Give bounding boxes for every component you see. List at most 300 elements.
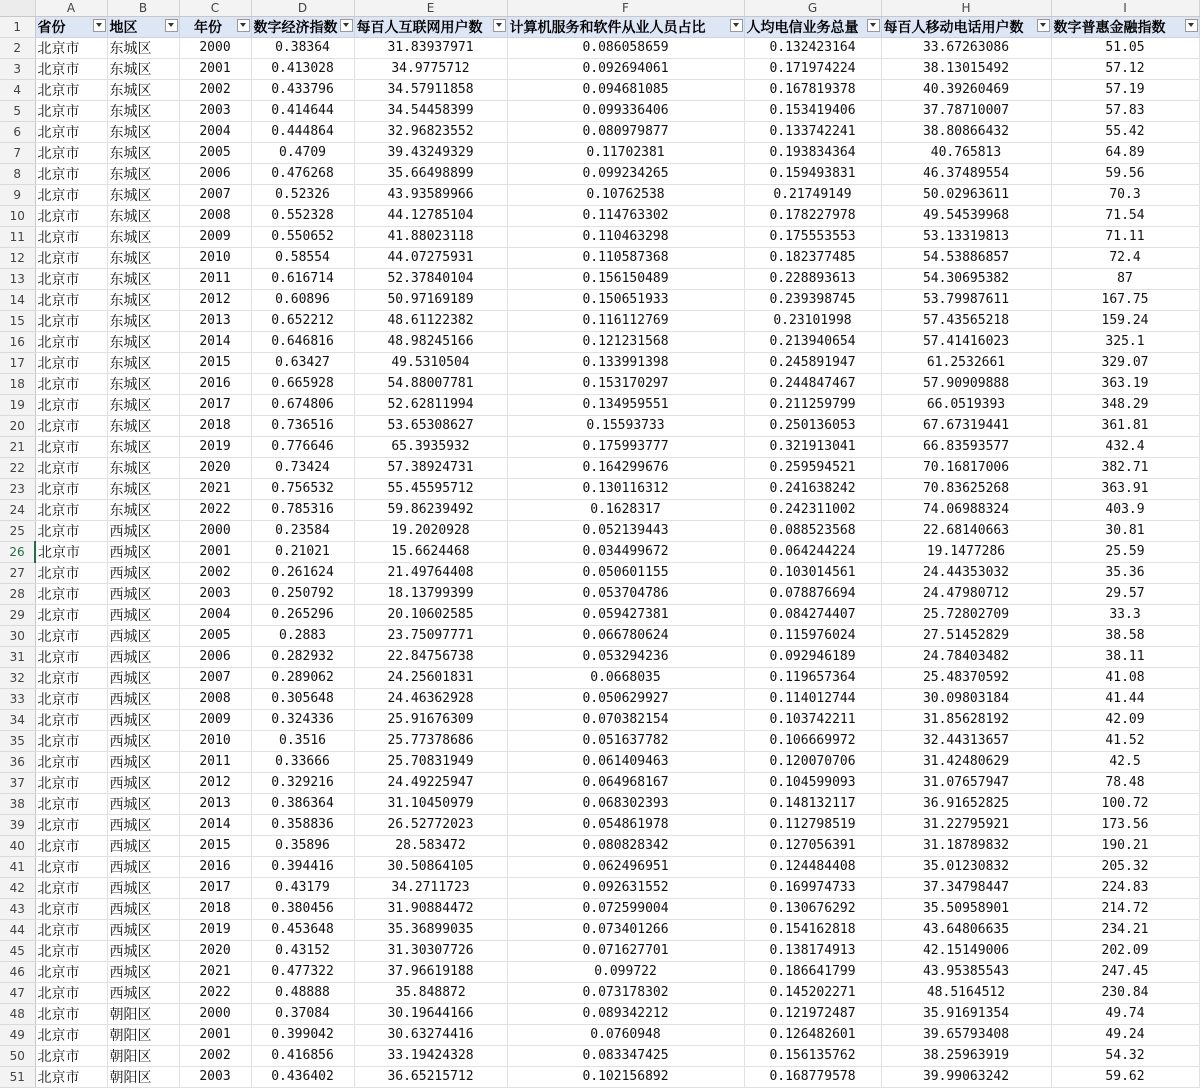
cell[interactable]: 0.182377485 <box>744 247 881 268</box>
cell[interactable]: 东城区 <box>107 163 179 184</box>
cell[interactable]: 38.80866432 <box>881 121 1051 142</box>
cell[interactable]: 东城区 <box>107 478 179 499</box>
cell[interactable]: 44.07275931 <box>354 247 507 268</box>
cell[interactable]: 0.399042 <box>251 1024 354 1045</box>
cell[interactable]: 24.49225947 <box>354 772 507 793</box>
cell[interactable]: 59.86239492 <box>354 499 507 520</box>
cell[interactable]: 西城区 <box>107 919 179 940</box>
cell[interactable]: 北京市 <box>35 961 107 982</box>
cell[interactable]: 2016 <box>179 856 251 877</box>
cell[interactable]: 2017 <box>179 877 251 898</box>
cell[interactable]: 0.433796 <box>251 79 354 100</box>
cell[interactable]: 0.453648 <box>251 919 354 940</box>
cell[interactable]: 北京市 <box>35 856 107 877</box>
cell[interactable]: 0.289062 <box>251 667 354 688</box>
cell[interactable]: 0.48888 <box>251 982 354 1003</box>
column-header[interactable]: A <box>35 0 107 16</box>
cell[interactable]: 0.171974224 <box>744 58 881 79</box>
cell[interactable]: 31.83937971 <box>354 37 507 58</box>
cell[interactable]: 北京市 <box>35 331 107 352</box>
cell[interactable]: 北京市 <box>35 772 107 793</box>
cell[interactable]: 0.034499672 <box>507 541 744 562</box>
cell[interactable]: 49.54539968 <box>881 205 1051 226</box>
cell[interactable]: 西城区 <box>107 898 179 919</box>
cell[interactable]: 东城区 <box>107 247 179 268</box>
cell[interactable]: 0.064968167 <box>507 772 744 793</box>
cell[interactable]: 2000 <box>179 1003 251 1024</box>
cell[interactable]: 70.83625268 <box>881 478 1051 499</box>
row-number[interactable]: 10 <box>0 205 35 226</box>
cell[interactable]: 2022 <box>179 499 251 520</box>
cell[interactable]: 361.81 <box>1051 415 1199 436</box>
cell[interactable]: 北京市 <box>35 415 107 436</box>
cell[interactable]: 0.169974733 <box>744 877 881 898</box>
cell[interactable]: 0.60896 <box>251 289 354 310</box>
cell[interactable]: 55.45595712 <box>354 478 507 499</box>
cell[interactable]: 0.386364 <box>251 793 354 814</box>
cell[interactable]: 31.42480629 <box>881 751 1051 772</box>
cell[interactable]: 西城区 <box>107 562 179 583</box>
cell[interactable]: 北京市 <box>35 394 107 415</box>
cell[interactable]: 北京市 <box>35 625 107 646</box>
cell[interactable]: 31.07657947 <box>881 772 1051 793</box>
cell[interactable]: 北京市 <box>35 310 107 331</box>
cell[interactable]: 0.050601155 <box>507 562 744 583</box>
filter-dropdown-icon[interactable] <box>1037 19 1050 32</box>
header-cell[interactable] <box>107 16 179 37</box>
cell[interactable]: 2001 <box>179 58 251 79</box>
cell[interactable]: 0.646816 <box>251 331 354 352</box>
cell[interactable]: 53.79987611 <box>881 289 1051 310</box>
header-cell[interactable] <box>251 16 354 37</box>
cell[interactable]: 31.10450979 <box>354 793 507 814</box>
cell[interactable]: 202.09 <box>1051 940 1199 961</box>
cell[interactable]: 20.10602585 <box>354 604 507 625</box>
cell[interactable]: 0.062496951 <box>507 856 744 877</box>
cell[interactable]: 363.19 <box>1051 373 1199 394</box>
row-number[interactable]: 51 <box>0 1066 35 1087</box>
cell[interactable]: 0.115976024 <box>744 625 881 646</box>
cell[interactable]: 2009 <box>179 226 251 247</box>
cell[interactable]: 325.1 <box>1051 331 1199 352</box>
cell[interactable]: 2003 <box>179 1066 251 1087</box>
row-number[interactable]: 29 <box>0 604 35 625</box>
cell[interactable]: 0.43179 <box>251 877 354 898</box>
cell[interactable]: 2021 <box>179 478 251 499</box>
cell[interactable]: 0.2883 <box>251 625 354 646</box>
row-number[interactable]: 3 <box>0 58 35 79</box>
cell[interactable]: 167.75 <box>1051 289 1199 310</box>
cell[interactable]: 0.053704786 <box>507 583 744 604</box>
cell[interactable]: 2005 <box>179 625 251 646</box>
cell[interactable]: 2018 <box>179 898 251 919</box>
cell[interactable]: 0.148132117 <box>744 793 881 814</box>
cell[interactable]: 北京市 <box>35 268 107 289</box>
cell[interactable]: 西城区 <box>107 604 179 625</box>
cell[interactable]: 0.059427381 <box>507 604 744 625</box>
cell[interactable]: 2013 <box>179 310 251 331</box>
cell[interactable]: 0.145202271 <box>744 982 881 1003</box>
cell[interactable]: 朝阳区 <box>107 1024 179 1045</box>
filter-dropdown-icon[interactable] <box>730 19 743 32</box>
cell[interactable]: 57.19 <box>1051 79 1199 100</box>
cell[interactable]: 35.91691354 <box>881 1003 1051 1024</box>
cell[interactable]: 37.78710007 <box>881 100 1051 121</box>
cell[interactable]: 0.616714 <box>251 268 354 289</box>
cell[interactable]: 2015 <box>179 352 251 373</box>
cell[interactable]: 0.4709 <box>251 142 354 163</box>
cell[interactable]: 北京市 <box>35 100 107 121</box>
cell[interactable]: 21.49764408 <box>354 562 507 583</box>
cell[interactable]: 214.72 <box>1051 898 1199 919</box>
cell[interactable]: 36.91652825 <box>881 793 1051 814</box>
filter-dropdown-icon[interactable] <box>1185 19 1198 32</box>
cell[interactable]: 57.83 <box>1051 100 1199 121</box>
cell[interactable]: 0.116112769 <box>507 310 744 331</box>
cell[interactable]: 2022 <box>179 982 251 1003</box>
cell[interactable]: 北京市 <box>35 877 107 898</box>
cell[interactable]: 0.35896 <box>251 835 354 856</box>
cell[interactable]: 西城区 <box>107 709 179 730</box>
cell[interactable]: 0.58554 <box>251 247 354 268</box>
cell[interactable]: 61.2532661 <box>881 352 1051 373</box>
cell[interactable]: 北京市 <box>35 478 107 499</box>
cell[interactable]: 西城区 <box>107 541 179 562</box>
cell[interactable]: 北京市 <box>35 667 107 688</box>
cell[interactable]: 0.23584 <box>251 520 354 541</box>
cell[interactable]: 38.11 <box>1051 646 1199 667</box>
cell[interactable]: 40.765813 <box>881 142 1051 163</box>
cell[interactable]: 东城区 <box>107 205 179 226</box>
cell[interactable]: 247.45 <box>1051 961 1199 982</box>
row-number[interactable]: 26 <box>0 541 35 562</box>
cell[interactable]: 北京市 <box>35 646 107 667</box>
cell[interactable]: 31.85628192 <box>881 709 1051 730</box>
cell[interactable]: 北京市 <box>35 352 107 373</box>
cell[interactable]: 0.050629927 <box>507 688 744 709</box>
cell[interactable]: 190.21 <box>1051 835 1199 856</box>
cell[interactable]: 0.078876694 <box>744 583 881 604</box>
cell[interactable]: 0.071627701 <box>507 940 744 961</box>
cell[interactable]: 2012 <box>179 289 251 310</box>
row-number[interactable]: 50 <box>0 1045 35 1066</box>
cell[interactable]: 北京市 <box>35 835 107 856</box>
cell[interactable]: 0.110463298 <box>507 226 744 247</box>
cell[interactable]: 北京市 <box>35 583 107 604</box>
cell[interactable]: 2000 <box>179 37 251 58</box>
cell[interactable]: 0.150651933 <box>507 289 744 310</box>
cell[interactable]: 北京市 <box>35 373 107 394</box>
cell[interactable]: 北京市 <box>35 688 107 709</box>
cell[interactable]: 25.70831949 <box>354 751 507 772</box>
cell[interactable]: 0.114012744 <box>744 688 881 709</box>
row-number[interactable]: 35 <box>0 730 35 751</box>
cell[interactable]: 54.30695382 <box>881 268 1051 289</box>
header-cell[interactable] <box>179 16 251 37</box>
cell[interactable]: 0.186641799 <box>744 961 881 982</box>
cell[interactable]: 2019 <box>179 919 251 940</box>
cell[interactable]: 0.211259799 <box>744 394 881 415</box>
filter-dropdown-icon[interactable] <box>867 19 880 32</box>
cell[interactable]: 35.66498899 <box>354 163 507 184</box>
cell[interactable]: 0.250792 <box>251 583 354 604</box>
cell[interactable]: 22.84756738 <box>354 646 507 667</box>
cell[interactable]: 53.65308627 <box>354 415 507 436</box>
cell[interactable]: 31.22795921 <box>881 814 1051 835</box>
cell[interactable]: 37.34798447 <box>881 877 1051 898</box>
cell[interactable]: 0.52326 <box>251 184 354 205</box>
cell[interactable]: 0.674806 <box>251 394 354 415</box>
cell[interactable]: 北京市 <box>35 1045 107 1066</box>
cell[interactable]: 52.37840104 <box>354 268 507 289</box>
cell[interactable]: 0.228893613 <box>744 268 881 289</box>
cell[interactable]: 0.153170297 <box>507 373 744 394</box>
cell[interactable]: 0.193834364 <box>744 142 881 163</box>
cell[interactable]: 35.848872 <box>354 982 507 1003</box>
filter-dropdown-icon[interactable] <box>493 19 506 32</box>
cell[interactable]: 0.073178302 <box>507 982 744 1003</box>
cell[interactable]: 2010 <box>179 247 251 268</box>
cell[interactable]: 24.44353032 <box>881 562 1051 583</box>
cell[interactable]: 87 <box>1051 268 1199 289</box>
cell[interactable]: 0.061409463 <box>507 751 744 772</box>
row-number[interactable]: 19 <box>0 394 35 415</box>
cell[interactable]: 33.19424328 <box>354 1045 507 1066</box>
cell[interactable]: 30.63274416 <box>354 1024 507 1045</box>
cell[interactable]: 西城区 <box>107 520 179 541</box>
cell[interactable]: 0.126482601 <box>744 1024 881 1045</box>
cell[interactable]: 37.96619188 <box>354 961 507 982</box>
cell[interactable]: 西城区 <box>107 646 179 667</box>
column-header[interactable]: F <box>507 0 744 16</box>
cell[interactable]: 0.104599093 <box>744 772 881 793</box>
cell[interactable]: 0.121231568 <box>507 331 744 352</box>
cell[interactable]: 70.16817006 <box>881 457 1051 478</box>
cell[interactable]: 北京市 <box>35 436 107 457</box>
cell[interactable]: 北京市 <box>35 793 107 814</box>
cell[interactable]: 0.119657364 <box>744 667 881 688</box>
cell[interactable]: 西城区 <box>107 835 179 856</box>
cell[interactable]: 东城区 <box>107 310 179 331</box>
cell[interactable]: 0.15593733 <box>507 415 744 436</box>
cell[interactable]: 25.48370592 <box>881 667 1051 688</box>
cell[interactable]: 0.156150489 <box>507 268 744 289</box>
cell[interactable]: 0.305648 <box>251 688 354 709</box>
cell[interactable]: 46.37489554 <box>881 163 1051 184</box>
row-number[interactable]: 38 <box>0 793 35 814</box>
cell[interactable]: 东城区 <box>107 499 179 520</box>
cell[interactable]: 东城区 <box>107 58 179 79</box>
cell[interactable]: 35.50958901 <box>881 898 1051 919</box>
cell[interactable]: 东城区 <box>107 352 179 373</box>
cell[interactable]: 0.329216 <box>251 772 354 793</box>
cell[interactable]: 0.552328 <box>251 205 354 226</box>
cell[interactable]: 29.57 <box>1051 583 1199 604</box>
cell[interactable]: 22.68140663 <box>881 520 1051 541</box>
cell[interactable]: 北京市 <box>35 898 107 919</box>
cell[interactable]: 34.54458399 <box>354 100 507 121</box>
cell[interactable]: 北京市 <box>35 520 107 541</box>
cell[interactable]: 0.066780624 <box>507 625 744 646</box>
cell[interactable]: 0.0760948 <box>507 1024 744 1045</box>
cell[interactable]: 35.36899035 <box>354 919 507 940</box>
filter-dropdown-icon[interactable] <box>340 19 353 32</box>
cell[interactable]: 432.4 <box>1051 436 1199 457</box>
cell[interactable]: 0.3516 <box>251 730 354 751</box>
cell[interactable]: 24.25601831 <box>354 667 507 688</box>
cell[interactable]: 北京市 <box>35 730 107 751</box>
cell[interactable]: 40.39260469 <box>881 79 1051 100</box>
cell[interactable]: 2004 <box>179 121 251 142</box>
row-number[interactable]: 17 <box>0 352 35 373</box>
cell[interactable]: 52.62811994 <box>354 394 507 415</box>
cell[interactable]: 0.1628317 <box>507 499 744 520</box>
cell[interactable]: 329.07 <box>1051 352 1199 373</box>
cell[interactable]: 78.48 <box>1051 772 1199 793</box>
column-header[interactable]: H <box>881 0 1051 16</box>
cell[interactable]: 27.51452829 <box>881 625 1051 646</box>
cell[interactable]: 25.91676309 <box>354 709 507 730</box>
cell[interactable]: 东城区 <box>107 37 179 58</box>
cell[interactable]: 41.44 <box>1051 688 1199 709</box>
row-number[interactable]: 39 <box>0 814 35 835</box>
cell[interactable]: 43.93589966 <box>354 184 507 205</box>
cell[interactable]: 34.9775712 <box>354 58 507 79</box>
row-number[interactable]: 46 <box>0 961 35 982</box>
cell[interactable]: 0.092694061 <box>507 58 744 79</box>
cell[interactable]: 24.47980712 <box>881 583 1051 604</box>
cell[interactable]: 0.652212 <box>251 310 354 331</box>
cell[interactable]: 0.053294236 <box>507 646 744 667</box>
cell[interactable]: 25.77378686 <box>354 730 507 751</box>
cell[interactable]: 0.736516 <box>251 415 354 436</box>
cell[interactable]: 205.32 <box>1051 856 1199 877</box>
cell[interactable]: 0.134959551 <box>507 394 744 415</box>
cell[interactable]: 北京市 <box>35 541 107 562</box>
cell[interactable]: 71.54 <box>1051 205 1199 226</box>
cell[interactable]: 2007 <box>179 184 251 205</box>
cell[interactable]: 2002 <box>179 79 251 100</box>
row-number[interactable]: 11 <box>0 226 35 247</box>
cell[interactable]: 0.414644 <box>251 100 354 121</box>
cell[interactable]: 32.44313657 <box>881 730 1051 751</box>
cell[interactable]: 0.250136053 <box>744 415 881 436</box>
cell[interactable]: 2002 <box>179 1045 251 1066</box>
cell[interactable]: 50.97169189 <box>354 289 507 310</box>
cell[interactable]: 2015 <box>179 835 251 856</box>
cell[interactable]: 54.32 <box>1051 1045 1199 1066</box>
cell[interactable]: 西城区 <box>107 961 179 982</box>
header-cell[interactable] <box>35 16 107 37</box>
cell[interactable]: 44.12785104 <box>354 205 507 226</box>
cell[interactable]: 0.133742241 <box>744 121 881 142</box>
cell[interactable]: 东城区 <box>107 415 179 436</box>
cell[interactable]: 0.110587368 <box>507 247 744 268</box>
cell[interactable]: 北京市 <box>35 163 107 184</box>
cell[interactable]: 2008 <box>179 205 251 226</box>
cell[interactable]: 57.43565218 <box>881 310 1051 331</box>
cell[interactable]: 0.112798519 <box>744 814 881 835</box>
cell[interactable]: 0.124484408 <box>744 856 881 877</box>
cell[interactable]: 0.080979877 <box>507 121 744 142</box>
cell[interactable]: 48.98245166 <box>354 331 507 352</box>
row-number[interactable]: 22 <box>0 457 35 478</box>
column-header[interactable]: E <box>354 0 507 16</box>
cell[interactable]: 西城区 <box>107 940 179 961</box>
cell[interactable]: 东城区 <box>107 331 179 352</box>
cell[interactable]: 33.67263086 <box>881 37 1051 58</box>
cell[interactable]: 2020 <box>179 457 251 478</box>
cell[interactable]: 北京市 <box>35 499 107 520</box>
cell[interactable]: 0.099722 <box>507 961 744 982</box>
cell[interactable]: 49.5310504 <box>354 352 507 373</box>
row-number[interactable]: 37 <box>0 772 35 793</box>
cell[interactable]: 0.756532 <box>251 478 354 499</box>
cell[interactable]: 0.380456 <box>251 898 354 919</box>
cell[interactable]: 0.416856 <box>251 1045 354 1066</box>
cell[interactable]: 2011 <box>179 268 251 289</box>
select-all-corner[interactable] <box>0 0 35 16</box>
cell[interactable]: 0.21749149 <box>744 184 881 205</box>
cell[interactable]: 0.245891947 <box>744 352 881 373</box>
cell[interactable]: 北京市 <box>35 751 107 772</box>
cell[interactable]: 0.239398745 <box>744 289 881 310</box>
cell[interactable]: 2020 <box>179 940 251 961</box>
cell[interactable]: 2017 <box>179 394 251 415</box>
cell[interactable]: 50.02963611 <box>881 184 1051 205</box>
row-number[interactable]: 8 <box>0 163 35 184</box>
row-number[interactable]: 9 <box>0 184 35 205</box>
cell[interactable]: 北京市 <box>35 205 107 226</box>
cell[interactable]: 54.53886857 <box>881 247 1051 268</box>
row-number[interactable]: 16 <box>0 331 35 352</box>
cell[interactable]: 北京市 <box>35 604 107 625</box>
header-cell[interactable] <box>744 16 881 37</box>
cell[interactable]: 东城区 <box>107 142 179 163</box>
cell[interactable]: 0.132423164 <box>744 37 881 58</box>
cell[interactable]: 19.1477286 <box>881 541 1051 562</box>
cell[interactable]: 0.261624 <box>251 562 354 583</box>
cell[interactable]: 43.95385543 <box>881 961 1051 982</box>
cell[interactable]: 234.21 <box>1051 919 1199 940</box>
cell[interactable]: 0.130116312 <box>507 478 744 499</box>
filter-dropdown-icon[interactable] <box>93 19 106 32</box>
cell[interactable]: 2003 <box>179 583 251 604</box>
cell[interactable]: 朝阳区 <box>107 1003 179 1024</box>
row-number[interactable]: 32 <box>0 667 35 688</box>
cell[interactable]: 0.63427 <box>251 352 354 373</box>
cell[interactable]: 2009 <box>179 709 251 730</box>
cell[interactable]: 28.583472 <box>354 835 507 856</box>
cell[interactable]: 北京市 <box>35 1003 107 1024</box>
cell[interactable]: 2000 <box>179 520 251 541</box>
cell[interactable]: 0.072599004 <box>507 898 744 919</box>
row-number[interactable]: 23 <box>0 478 35 499</box>
cell[interactable]: 西城区 <box>107 583 179 604</box>
cell[interactable]: 0.051637782 <box>507 730 744 751</box>
cell[interactable]: 0.154162818 <box>744 919 881 940</box>
row-number[interactable]: 41 <box>0 856 35 877</box>
cell[interactable]: 0.444864 <box>251 121 354 142</box>
row-number[interactable]: 40 <box>0 835 35 856</box>
cell[interactable]: 159.24 <box>1051 310 1199 331</box>
cell[interactable]: 382.71 <box>1051 457 1199 478</box>
cell[interactable]: 0.156135762 <box>744 1045 881 1066</box>
cell[interactable]: 北京市 <box>35 982 107 1003</box>
cell[interactable]: 西城区 <box>107 814 179 835</box>
cell[interactable]: 34.57911858 <box>354 79 507 100</box>
cell[interactable]: 53.13319813 <box>881 226 1051 247</box>
